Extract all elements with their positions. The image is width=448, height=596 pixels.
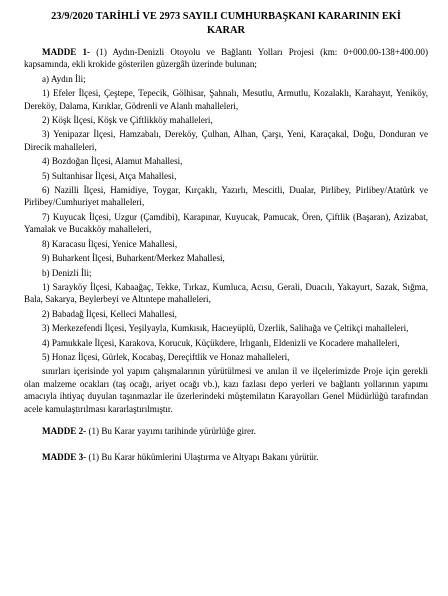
list-item: 9) Buharkent İlçesi, Buharkent/Merkez Mahallesi, <box>42 253 225 264</box>
madde-1-label: MADDE 1- <box>42 47 91 57</box>
madde-3 <box>24 451 428 463</box>
madde-1-intro-text: (1) Aydın-Denizli Otoyolu ve Bağlantı Yolları Projesi (km: 0+000.00-138+400.00) kapsamında, ekli krokide gösterilen güzergâh üzerinde bulunan; <box>24 47 429 70</box>
list-item: 8) Karacasu İlçesi, Yenice Mahallesi, <box>42 238 178 249</box>
document-title <box>24 10 428 38</box>
list-item: 1) Sarayköy İlçesi, Kabaağaç, Tekke, Tırkaz, Kumluca, Acısu, Gerali, Duacılı, Yakayurt, Sazak, Sığma, Bala, Sakarya, Beylerbeyi ve Altıntepe mahalleleri, <box>24 281 428 305</box>
list-item: 5) Honaz İlçesi, Gürlek, Kocabaş, Dereçiftlik ve Honaz mahalleleri, <box>42 351 290 362</box>
list-item: 4) Pamukkale İlçesi, Karakova, Korucuk, Küçükdere, Irlıganlı, Eldenizli ve Kocadere mahalleleri, <box>42 337 400 348</box>
madde-1-intro <box>24 46 428 71</box>
title-line-1: 23/9/2020 TARİHLİ VE 2973 SAYILI CUMHURBAŞKANI KARARININ EKİ <box>51 11 401 22</box>
list-item: 6) Nazilli İlçesi, Hamidiye, Toygar, Kırçaklı, Yazırlı, Mescitli, Dualar, Pirlibey, Pirlibey/Atatürk ve Pirlibey/Cumhuriyet mahalleleri, <box>24 185 428 208</box>
list-item: a) Aydın İli; <box>42 73 86 84</box>
list-item: 2) Babadağ İlçesi, Kelleci Mahallesi, <box>42 308 177 319</box>
list-item: 4) Bozdoğan İlçesi, Alamut Mahallesi, <box>42 156 183 167</box>
list-item: 1) Efeler İlçesi, Çeştepe, Tepecik, Gölhisar, Şahnalı, Mesutlu, Armutlu, Kozalaklı, Karahayıt, Yeniköy, Dereköy, Dalama, Kırıklar, Gödrenli ve Alanlı mahalleleri, <box>24 88 428 111</box>
list-item: 7) Kuyucak İlçesi, Uzgur (Çamdibi), Karapınar, Kuyucak, Pamucak, Ören, Çiftlik (Başaran), Azizabat, Yamalak ve Bucakköy mahalleleri, <box>24 211 428 235</box>
list-item: 3) Merkezefendi İlçesi, Yeşilyayla, Kumkısık, Hacıeyüplü, Üzerlik, Salihağa ve Çeltikçi mahalleleri, <box>42 323 409 334</box>
list-item: 2) Köşk İlçesi, Köşk ve Çiftlikköy mahalleleri, <box>42 115 213 126</box>
madde-2 <box>24 425 428 437</box>
title-line-2: KARAR <box>206 25 246 36</box>
madde-2-label: MADDE 2- <box>42 425 87 436</box>
list-item: b) Denizli İli; <box>42 267 92 278</box>
spacer <box>24 417 428 425</box>
list-item: 5) Sultanhisar İlçesi, Atça Mahallesi, <box>42 170 177 181</box>
madde-3-label: MADDE 3- <box>42 452 87 463</box>
madde-3-text: (1) Bu Karar hükümlerini Ulaştırma ve Altyapı Bakanı yürütür. <box>86 452 319 463</box>
madde-2-text: (1) Bu Karar yayımı tarihinde yürürlüğe girer. <box>86 425 256 436</box>
madde-1-closing: sınırları içerisinde yol yapım çalışmalarının yürütülmesi ve anılan il ve ilçelerimizde Proje için gerekli olan malzeme ocakları (taş ocağı, ariyet ocağı vb.), kazı fazlası depo yerleri ve bağlantı yollarının yapımı amacıyla ihtiyaç duyulan taşınmazlar ile üzerlerindeki müştemilatın Karayolları Genel Müdürlüğü tarafından acele kamulaştırılması kararlaştırılmıştır. <box>24 366 428 414</box>
list-item: 3) Yenipazar İlçesi, Hamzabalı, Dereköy, Çulhan, Alhan, Çarşı, Yeni, Karaçakal, Doğu, Donduran ve Direcik mahalleleri, <box>24 129 428 152</box>
